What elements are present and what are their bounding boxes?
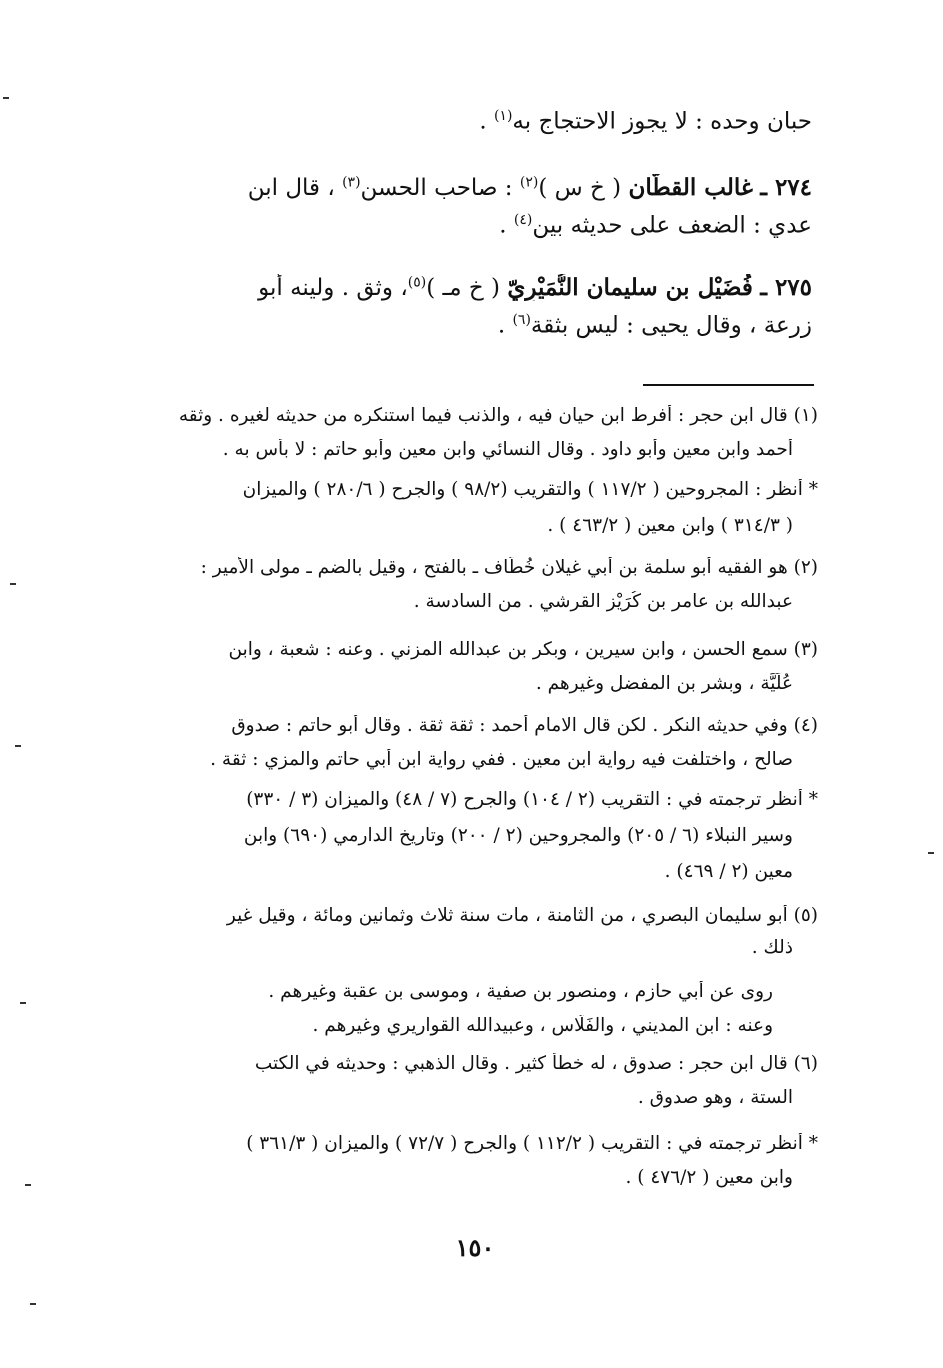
text-segment: . bbox=[499, 212, 514, 239]
footnote-ref[interactable]: (٦) bbox=[512, 312, 531, 328]
footnote-ref[interactable]: (٣) bbox=[342, 174, 361, 191]
footnote-2-line-1: (٢) هو الفقيه أبو سلمة بن أبي غيلان خُطّاف ـ بالفتح ، وقيل بالضم ـ مولى الأمير : bbox=[200, 557, 818, 578]
footnote-1-line-2: أحمد وابن معين وأبو داود . وقال النسائي وابن معين وأبو حاتم : لا بأس به . bbox=[222, 439, 793, 460]
footnote-1-line-3: * أنظر : المجروحين ( ١١٧/٢ ) والتقريب (٩٨/٢ ) والجرح ( ٢٨٠/٦ ) والميزان bbox=[242, 479, 818, 500]
text-segment: : صاحب الحسن bbox=[360, 175, 520, 201]
footnote-ref[interactable]: (٤) bbox=[513, 212, 533, 228]
entry-code: ( خ س ) bbox=[538, 175, 629, 201]
footnote-4-line-4: وسير النبلاء (٦ / ٢٠٥) والمجروحين (٢ / ٢٠٠) وتاريخ الدارمي (٦٩٠) وابن bbox=[243, 825, 793, 846]
footnote-5-line-2: ذلك . bbox=[751, 937, 793, 958]
text-segment: ، قال ابن bbox=[247, 175, 343, 201]
text-segment: ، وثق . ولينه أبو bbox=[258, 275, 408, 301]
text-segment: . bbox=[479, 108, 494, 135]
margin-mark bbox=[15, 745, 21, 747]
footnote-ref[interactable]: (٥) bbox=[407, 274, 427, 291]
text-segment: عدي : الضعف على حديثه بين bbox=[532, 212, 812, 239]
footnotes bbox=[130, 405, 818, 1205]
entry-code: ( خ مـ ) bbox=[426, 275, 508, 301]
footnote-5-line-3: روى عن أبي حازم ، ومنصور بن صفية ، وموسى بن عقبة وغيرهم . bbox=[268, 981, 773, 1002]
footnote-ref[interactable]: (١) bbox=[493, 108, 513, 124]
footnote-1-line-1: (١) قال ابن حجر : أفرط ابن حيان فيه ، والذنب فيما استنكره من حديثه لغيره . وثقه bbox=[178, 405, 818, 426]
footnote-4-line-5: معين (٢ / ٤٦٩) . bbox=[664, 861, 793, 882]
entry-number: ٢٧٤ ـ bbox=[760, 174, 812, 201]
footnote-3-line-2: عُلَيَّة ، وبشر بن المفضل وغيرهم . bbox=[535, 673, 793, 694]
margin-mark bbox=[30, 1303, 36, 1305]
entry-275-line-1 bbox=[120, 274, 812, 301]
margin-mark bbox=[10, 583, 16, 585]
footnote-6-line-4: وابن معين ( ٤٧٦/٢ ) . bbox=[625, 1167, 793, 1188]
text-segment: حبان وحده : لا يجوز الاحتجاج به bbox=[512, 108, 812, 135]
margin-mark bbox=[928, 852, 934, 854]
text-segment: . bbox=[497, 312, 513, 339]
margin-mark bbox=[3, 97, 9, 99]
footnote-5-line-4: وعنه : ابن المديني ، والفَلّاس ، وعبيدالله القواريري وغيرهم . bbox=[312, 1015, 773, 1036]
entry-number: ٢٧٥ ـ bbox=[760, 274, 812, 301]
footnote-5-line-1: (٥) أبو سليمان البصري ، من الثامنة ، مات سنة ثلاث وثمانين ومائة ، وقيل غير bbox=[226, 905, 818, 926]
footnote-6-line-2: الستة ، وهو صدوق . bbox=[637, 1087, 793, 1108]
footnote-2-line-2: عبدالله بن عامر بن كُرَيْز القرشي . من السادسة . bbox=[413, 591, 793, 612]
footnote-3-line-1: (٣) سمع الحسن ، وابن سيرين ، وبكر بن عبدالله المزني . وعنه : شعبة ، وابن bbox=[228, 639, 818, 660]
page-number: ١٥٠ bbox=[455, 1233, 495, 1262]
margin-mark bbox=[25, 1184, 31, 1186]
entry-name: فُضَيْل بن سليمان النُّمَيْرِيّ bbox=[507, 274, 753, 301]
footnote-6-line-3: * أنظر ترجمته في : التقريب ( ١١٢/٢ ) والجرح ( ٧٢/٧ ) والميزان ( ٣٦١/٣ ) bbox=[246, 1133, 818, 1154]
entry-name: غالب القطّان bbox=[628, 174, 753, 201]
entry-275-line-2 bbox=[120, 312, 812, 339]
footnote-separator bbox=[643, 384, 814, 386]
footnote-4-line-1: (٤) وفي حديثه النكر . لكن قال الامام أحمد : ثقة ثقة . وقال أبو حاتم : صدوق bbox=[231, 715, 818, 736]
main-text bbox=[120, 108, 812, 358]
footnote-ref[interactable]: (٢) bbox=[519, 174, 539, 191]
margin-mark bbox=[20, 1002, 26, 1004]
main-line-1 bbox=[120, 108, 812, 135]
footnote-4-line-2: صالح ، واختلفت فيه رواية ابن معين . ففي رواية ابن أبي حاتم والمزي : ثقة . bbox=[210, 749, 793, 770]
footnote-6-line-1: (٦) قال ابن حجر : صدوق ، له خطأ كثير . وقال الذهبي : وحديثه في الكتب bbox=[254, 1053, 818, 1074]
text-segment: زرعة ، وقال يحيى : ليس بثقة bbox=[530, 312, 812, 339]
footnote-1-line-4: ( ٣١٤/٣ ) وابن معين ( ٤٦٣/٢ ) . bbox=[547, 515, 793, 536]
footnote-4-line-3: * أنظر ترجمته في : التقريب (٢ / ١٠٤) والجرح (٧ / ٤٨) والميزان (٣ / ٣٣٠) bbox=[246, 789, 818, 810]
entry-274-line-1 bbox=[120, 174, 812, 201]
entry-274-line-2 bbox=[120, 212, 812, 239]
